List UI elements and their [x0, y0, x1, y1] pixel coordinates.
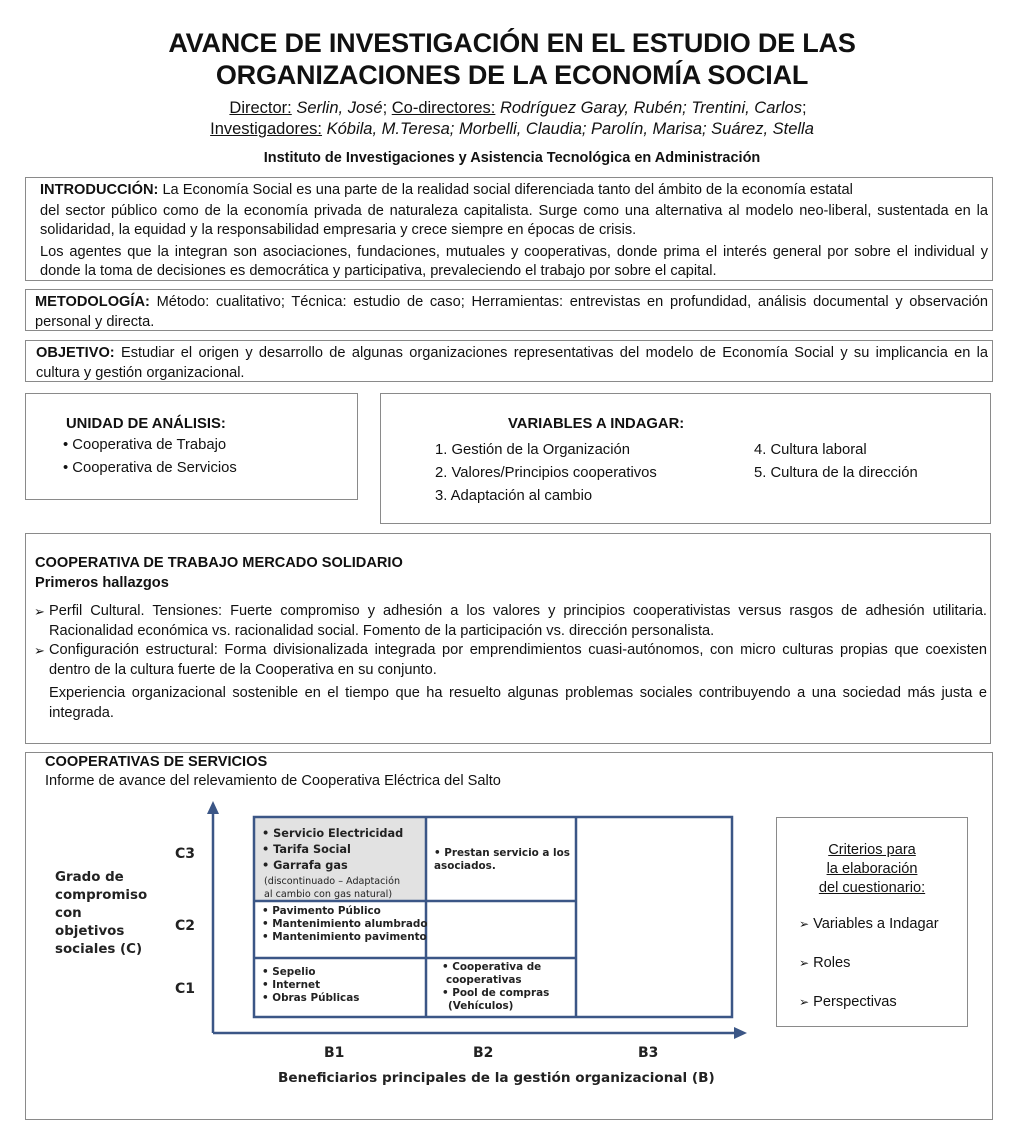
analysis-unit-item: • Cooperativa de Trabajo	[63, 437, 227, 453]
cell-item: asociados.	[434, 860, 496, 872]
director-name: Serlin, José	[296, 99, 383, 117]
cell-item: • Pool de compras	[442, 987, 550, 999]
cell-c2-b1	[262, 905, 427, 944]
cell-item: (Vehículos)	[448, 1000, 514, 1012]
cell-c1-b2	[442, 961, 549, 1013]
finding-text: Perfil Cultural. Tensiones: Fuerte compromiso y adhesión a los valores y principios cooperativistas versus rasgos de adhesión utilitaria. Racionalidad económica vs. racionalidad social. Fomento de la participación vs. dirección personalista.	[49, 603, 987, 639]
x-axis-arrow-icon	[734, 1027, 747, 1039]
y-tick-c3: C3	[175, 846, 196, 862]
y-tick-c1: C1	[175, 981, 196, 997]
work-cooperative-heading: COOPERATIVA DE TRABAJO MERCADO SOLIDARIO	[35, 555, 403, 571]
variable-item: 5. Cultura de la dirección	[754, 465, 918, 481]
cell-c3-b2	[434, 847, 570, 873]
cell-item: cooperativas	[446, 974, 522, 986]
y-tick-c2: C2	[175, 918, 196, 934]
cell-item: • Cooperativa de	[442, 961, 542, 973]
methodology-heading: METODOLOGÍA:	[35, 294, 150, 310]
cell-item: • Servicio Electricidad	[262, 827, 404, 840]
arrow-bullet-icon: ➢	[799, 995, 810, 1009]
services-subheading: Informe de avance del relevamiento de Cooperativa Eléctrica del Salto	[45, 773, 501, 789]
y-axis-title-line: sociales (C)	[55, 942, 143, 957]
analysis-unit-heading: UNIDAD DE ANÁLISIS:	[66, 416, 226, 432]
variables-heading: VARIABLES A INDAGAR:	[508, 416, 685, 432]
cell-item: • Mantenimiento pavimento	[262, 931, 427, 943]
criteria-item	[799, 916, 939, 932]
director-label: Director:	[229, 99, 292, 117]
cell-item: • Pavimento Público	[262, 905, 381, 917]
cell-item: • Obras Públicas	[262, 992, 360, 1004]
intro-paragraph-1: del sector público como de la economía privada de naturaleza capitalista. Surge como una alternativa al modelo neo-liberal, sustentada en la solidaridad, la equidad y la responsabilidad empresaria y crece siempre en épocas de crisis.	[40, 202, 988, 238]
credits-line-1: Director: Serlin, José; Co-directores: Rodríguez Garay, Rubén; Trentini, Carlos;	[229, 99, 807, 117]
title-line-1: AVANCE DE INVESTIGACIÓN EN EL ESTUDIO DE LAS	[168, 28, 856, 58]
finding-text: Configuración estructural: Forma divisionalizada integrada por emprendimientos cuasi-autónomos, con micro culturas propias que coexisten dentro de la cultura fuerte de la Cooperativa en su conjunto.	[49, 642, 987, 678]
criteria-title-line: del cuestionario:	[818, 880, 926, 896]
criteria-item-label: Perspectivas	[813, 994, 897, 1010]
codirectors-label: Co-directores:	[391, 99, 496, 117]
codirectors-names: Rodríguez Garay, Rubén; Trentini, Carlos	[499, 99, 802, 117]
work-cooperative-conclusion: Experiencia organizacional sostenible en el tiempo que ha resuelto algunas problemas sociales contribuyendo a una sociedad más justa e integrada.	[49, 685, 987, 721]
variable-item: 3. Adaptación al cambio	[435, 488, 593, 504]
criteria-item-label: Roles	[813, 955, 851, 971]
cell-c3-b1	[262, 826, 403, 874]
intro-line-1: La Economía Social es una parte de la realidad social diferenciada tanto del ámbito de la economía estatal	[162, 182, 853, 198]
variable-item: 4. Cultura laboral	[754, 442, 867, 458]
x-tick-b1: B1	[324, 1045, 345, 1061]
researchers-label: Investigadores:	[210, 120, 323, 138]
institute-name: Instituto de Investigaciones y Asistencia Tecnológica en Administración	[263, 150, 761, 166]
objective-heading: OBJETIVO:	[36, 345, 115, 361]
analysis-unit-item: • Cooperativa de Servicios	[63, 460, 237, 476]
criteria-box	[776, 817, 968, 1027]
title-line-2: ORGANIZACIONES DE LA ECONOMÍA SOCIAL	[215, 60, 809, 90]
y-axis-title-line: Grado de	[55, 870, 124, 885]
methodology-body: Método: cualitativo; Técnica: estudio de caso; Herramientas: entrevistas en profundidad, análisis documental y observación personal y directa.	[35, 294, 988, 330]
cell-c1-b1	[262, 966, 359, 1005]
services-heading: COOPERATIVAS DE SERVICIOS	[45, 754, 268, 770]
cell-note-line: al cambio con gas natural)	[264, 889, 393, 900]
y-axis-title-line: con	[55, 906, 82, 921]
researchers-names: Kóbila, M.Teresa; Morbelli, Claudia; Parolín, Marisa; Suárez, Stella	[326, 120, 814, 138]
arrow-bullet-icon: ➢	[799, 956, 810, 970]
cell-note-line: (discontinuado – Adaptación	[264, 876, 401, 887]
y-axis-arrow-icon	[207, 801, 219, 814]
arrow-bullet-icon: ➢	[34, 643, 45, 658]
cell-item: • Garrafa gas	[262, 859, 348, 872]
variable-item: 1. Gestión de la Organización	[435, 442, 630, 458]
criteria-item-label: Variables a Indagar	[813, 916, 939, 932]
objective-body: Estudiar el origen y desarrollo de algunas organizaciones representativas del modelo de Economía Social y su implicancia en la cultura y gestión organizacional.	[36, 345, 988, 381]
cell-item: • Prestan servicio a los	[434, 847, 570, 859]
cell-c3-b1-note	[264, 875, 400, 901]
x-tick-b2: B2	[473, 1045, 494, 1061]
cell-item: • Internet	[262, 979, 321, 991]
intro-paragraph-2: Los agentes que la integran son asociaciones, fundaciones, mutuales y cooperativas, donde prima el interés general por sobre el individual y donde la toma de decisiones es democrática y participativa, prevaleciendo el trabajo por sobre el capital.	[40, 243, 988, 279]
y-axis-title	[55, 869, 147, 959]
arrow-bullet-icon: ➢	[34, 604, 45, 619]
cell-item: • Mantenimiento alumbrado	[262, 918, 428, 930]
criteria-item	[799, 955, 850, 971]
variable-item: 2. Valores/Principios cooperativos	[435, 465, 657, 481]
cell-item: • Tarifa Social	[262, 843, 351, 856]
y-axis-title-line: objetivos	[55, 924, 125, 939]
arrow-bullet-icon: ➢	[799, 917, 810, 931]
x-axis-title: Beneficiarios principales de la gestión organizacional (B)	[278, 1070, 715, 1086]
cell-item: • Sepelio	[262, 966, 316, 978]
work-cooperative-subheading: Primeros hallazgos	[35, 575, 169, 591]
y-axis-title-line: compromiso	[55, 888, 148, 903]
criteria-title-line: Criterios para	[828, 842, 916, 858]
intro-heading: INTRODUCCIÓN:	[40, 182, 159, 198]
criteria-title	[777, 841, 967, 898]
x-tick-b3: B3	[638, 1045, 659, 1061]
criteria-title-line: la elaboración	[826, 861, 918, 877]
criteria-item	[799, 994, 897, 1010]
